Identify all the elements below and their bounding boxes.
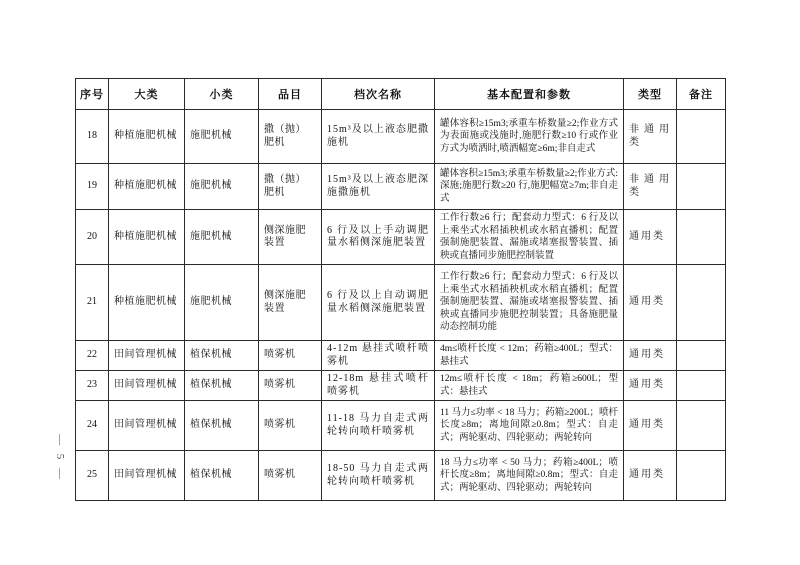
cell-minor-category: 植保机械 — [185, 371, 259, 401]
page-number: — 5 — — [54, 434, 66, 482]
cell-serial: 18 — [76, 110, 109, 164]
cell-minor-category: 植保机械 — [185, 451, 259, 501]
cell-major-category: 田间管理机械 — [109, 401, 185, 451]
cell-grade-name: 4-12m 悬挂式喷杆喷雾机 — [322, 341, 435, 371]
cell-remark — [677, 265, 726, 341]
cell-grade-name: 12-18m 悬挂式喷杆喷雾机 — [322, 371, 435, 401]
table-row — [76, 371, 726, 401]
cell-grade-name: 15m³及以上液态肥撒施机 — [322, 110, 435, 164]
cell-minor-category: 施肥机械 — [185, 164, 259, 210]
cell-major-category: 种植施肥机械 — [109, 210, 185, 265]
col-header-major-category: 大类 — [109, 79, 185, 110]
cell-major-category: 种植施肥机械 — [109, 164, 185, 210]
cell-config-params: 4m≤喷杆长度 < 12m；药箱≥400L；型式：悬挂式 — [435, 341, 624, 371]
cell-type: 通用类 — [624, 371, 677, 401]
cell-item: 喷雾机 — [259, 401, 322, 451]
cell-major-category: 田间管理机械 — [109, 451, 185, 501]
cell-remark — [677, 210, 726, 265]
cell-item: 侧深施肥装置 — [259, 210, 322, 265]
cell-config-params: 工作行数≥6 行；配套动力型式：6 行及以上乘坐式水稻插秧机或水稻直播机；配置强制施肥装置、漏施或堵塞报警装置、插秧或直播同步施肥控制装置；具备施肥量动态控制功能 — [435, 265, 624, 341]
col-header-grade-name: 档次名称 — [322, 79, 435, 110]
cell-type: 非通用类 — [624, 110, 677, 164]
cell-type: 通用类 — [624, 401, 677, 451]
cell-type: 非通用类 — [624, 164, 677, 210]
cell-type: 通用类 — [624, 451, 677, 501]
cell-remark — [677, 110, 726, 164]
table-row — [76, 341, 726, 371]
machinery-grade-table — [75, 78, 726, 501]
cell-remark — [677, 401, 726, 451]
cell-serial: 24 — [76, 401, 109, 451]
cell-config-params: 11 马力≤功率 < 18 马力；药箱≥200L；喷杆长度≥8m；离地间隙≥0.8m；型式：自走式；两轮驱动、四轮驱动；两轮转向 — [435, 401, 624, 451]
cell-minor-category: 植保机械 — [185, 401, 259, 451]
cell-config-params: 罐体容积≥15m3;承重车桥数量≥2;作业方式为表面施或浅施时,施肥行数≥10 行或作业方式为喷洒时,喷洒幅宽≥6m;非自走式 — [435, 110, 624, 164]
cell-major-category: 田间管理机械 — [109, 371, 185, 401]
cell-config-params: 工作行数≥6 行；配套动力型式：6 行及以上乘坐式水稻插秧机或水稻直播机；配置强制施肥装置、漏施或堵塞报警装置、插秧或直播同步施肥控制装置 — [435, 210, 624, 265]
cell-item: 喷雾机 — [259, 341, 322, 371]
cell-major-category: 田间管理机械 — [109, 341, 185, 371]
cell-item: 喷雾机 — [259, 371, 322, 401]
cell-item: 撒（抛）肥机 — [259, 164, 322, 210]
table-row — [76, 451, 726, 501]
cell-minor-category: 施肥机械 — [185, 110, 259, 164]
cell-grade-name: 6 行及以上自动调肥量水稻侧深施肥装置 — [322, 265, 435, 341]
cell-item: 侧深施肥装置 — [259, 265, 322, 341]
table-row — [76, 164, 726, 210]
cell-minor-category: 施肥机械 — [185, 265, 259, 341]
cell-config-params: 12m≤喷杆长度 < 18m；药箱≥600L；型式：悬挂式 — [435, 371, 624, 401]
cell-type: 通用类 — [624, 210, 677, 265]
table-row — [76, 401, 726, 451]
cell-grade-name: 6 行及以上手动调肥量水稻侧深施肥装置 — [322, 210, 435, 265]
cell-major-category: 种植施肥机械 — [109, 110, 185, 164]
cell-remark — [677, 451, 726, 501]
table-row — [76, 265, 726, 341]
cell-remark — [677, 371, 726, 401]
cell-serial: 25 — [76, 451, 109, 501]
cell-type: 通用类 — [624, 341, 677, 371]
cell-serial: 23 — [76, 371, 109, 401]
header-row — [76, 79, 726, 110]
cell-grade-name: 18-50 马力自走式两轮转向喷杆喷雾机 — [322, 451, 435, 501]
table-row — [76, 210, 726, 265]
cell-serial: 19 — [76, 164, 109, 210]
cell-serial: 21 — [76, 265, 109, 341]
col-header-serial: 序号 — [76, 79, 109, 110]
cell-remark — [677, 341, 726, 371]
cell-item: 撒（抛）肥机 — [259, 110, 322, 164]
cell-grade-name: 11-18 马力自走式两轮转向喷杆喷雾机 — [322, 401, 435, 451]
cell-config-params: 18 马力≤功率 < 50 马力；药箱≥400L；喷杆长度≥8m；离地间隙≥0.8m；型式：自走式；两轮驱动、四轮驱动；两轮转向 — [435, 451, 624, 501]
cell-type: 通用类 — [624, 265, 677, 341]
col-header-item: 品目 — [259, 79, 322, 110]
cell-grade-name: 15m³及以上液态肥深施撒施机 — [322, 164, 435, 210]
col-header-remark: 备注 — [677, 79, 726, 110]
table-row — [76, 110, 726, 164]
cell-config-params: 罐体容积≥15m3;承重车桥数量≥2;作业方式:深施;施肥行数≥20 行,施肥幅宽≥7m;非自走式 — [435, 164, 624, 210]
cell-minor-category: 植保机械 — [185, 341, 259, 371]
cell-minor-category: 施肥机械 — [185, 210, 259, 265]
col-header-minor-category: 小类 — [185, 79, 259, 110]
cell-major-category: 种植施肥机械 — [109, 265, 185, 341]
cell-remark — [677, 164, 726, 210]
col-header-config-params: 基本配置和参数 — [435, 79, 624, 110]
cell-item: 喷雾机 — [259, 451, 322, 501]
cell-serial: 20 — [76, 210, 109, 265]
cell-serial: 22 — [76, 341, 109, 371]
col-header-type: 类型 — [624, 79, 677, 110]
